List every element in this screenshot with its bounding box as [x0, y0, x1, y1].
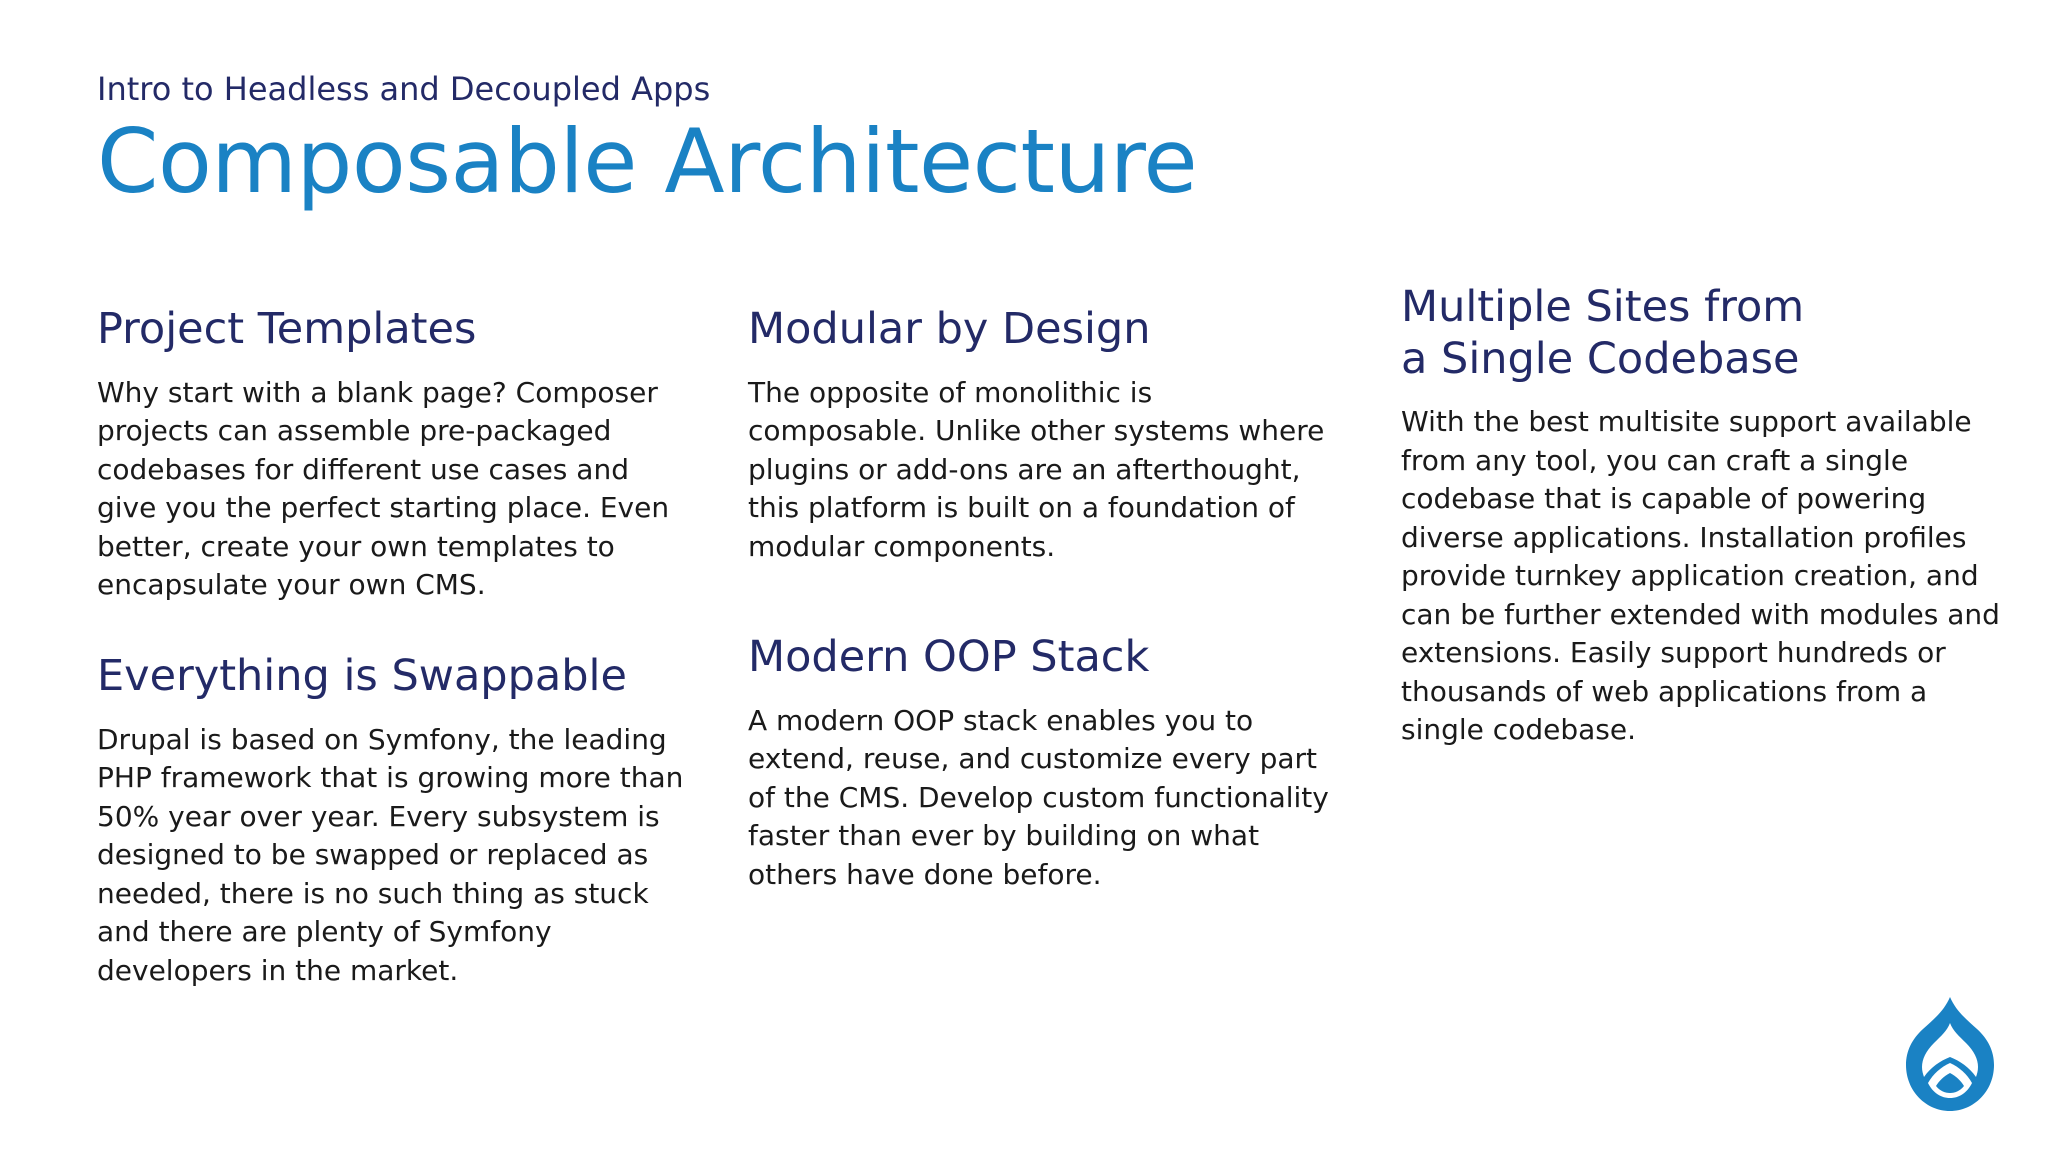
section-body: A modern OOP stack enables you to extend, reuse, and customize every part of the CMS. Develop custom functionality faster than ever by building on what others have done before.	[748, 703, 1329, 891]
section-heading-line1: Multiple Sites from	[1401, 282, 1805, 332]
section-heading-line2: a Single Codebase	[1401, 333, 1800, 384]
section-multiple-sites	[1401, 282, 2001, 750]
section-modern-oop-stack	[748, 632, 1338, 894]
section-body: Drupal is based on Symfony, the leading PHP framework that is growing more than 50% year over year. Every subsystem is designed to be swapped or replaced as needed, there is no such thing as stuck and there are plenty of Symfony developers in the market.	[97, 722, 684, 987]
section-everything-swappable	[97, 651, 687, 990]
slide-header	[97, 70, 1198, 214]
section-heading: Everything is Swappable	[97, 651, 627, 701]
slide-subtitle: Intro to Headless and Decoupled Apps	[97, 70, 711, 108]
section-body: The opposite of monolithic is composable. Unlike other systems where plugins or add-ons are an afterthought, this platform is built on a foundation of modular components.	[748, 375, 1325, 563]
slide-title: Composable Architecture	[97, 110, 1198, 214]
section-heading: Project Templates	[97, 304, 477, 354]
section-heading: Modular by Design	[748, 304, 1151, 354]
section-body: Why start with a blank page? Composer projects can assemble pre-packaged codebases for different use cases and give you the perfect starting place. Even better, create your own templates to encapsulate your own CMS.	[97, 375, 670, 602]
drupal-drop-icon	[1904, 995, 1996, 1113]
section-heading	[1401, 282, 2001, 385]
section-project-templates	[97, 304, 687, 605]
section-modular-by-design	[748, 304, 1338, 566]
section-body: With the best multisite support available from any tool, you can craft a single codebase that is capable of powering diverse applications. Installation profiles provide turnkey application creation, and can be further extended with modules and extensions. Easily support hundreds or thousands of web applications from a single codebase.	[1401, 405, 2000, 747]
section-heading: Modern OOP Stack	[748, 632, 1150, 682]
